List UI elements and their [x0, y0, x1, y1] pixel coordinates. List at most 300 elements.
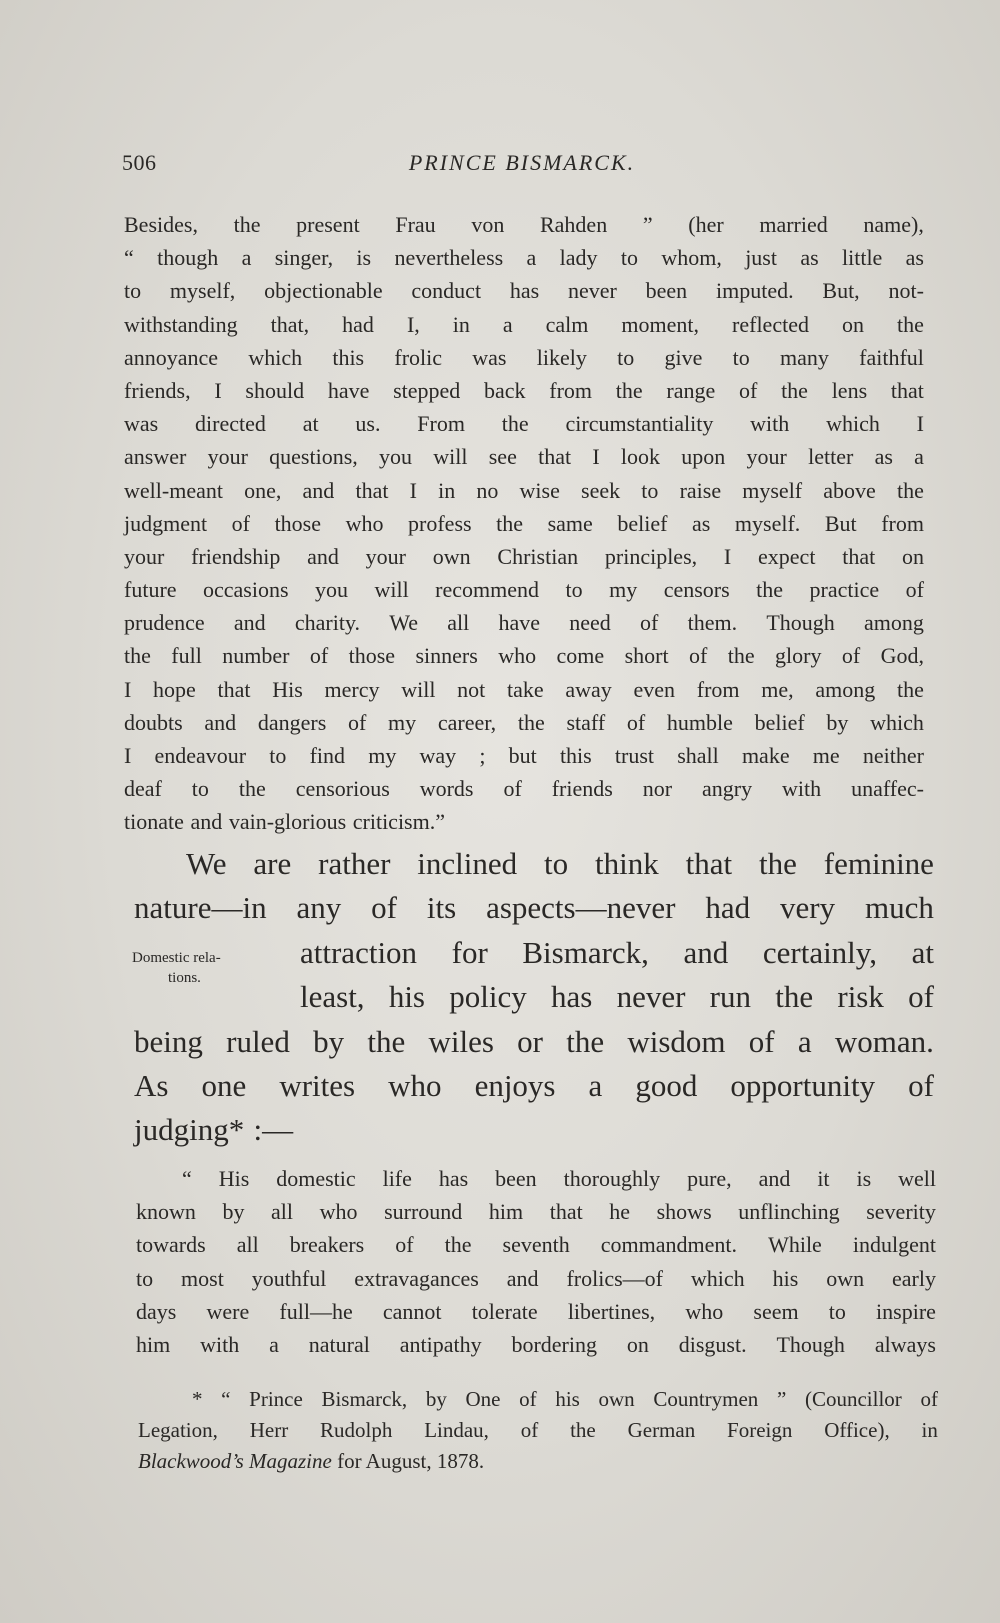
- word: Rudolph: [320, 1418, 393, 1442]
- word: days: [136, 1298, 177, 1324]
- word: life: [382, 1166, 412, 1191]
- word: from: [549, 377, 593, 403]
- word: enjoys: [474, 1067, 556, 1103]
- text-line: [124, 274, 924, 307]
- word: His: [272, 676, 303, 702]
- word: back: [484, 377, 526, 403]
- word: Prince: [249, 1387, 303, 1411]
- word: certainly,: [762, 934, 878, 970]
- word: on: [841, 311, 864, 337]
- word: find: [309, 743, 346, 768]
- word: all: [271, 1199, 294, 1225]
- word: moment,: [621, 311, 700, 337]
- word: surround: [384, 1199, 463, 1225]
- word: myself,: [169, 278, 236, 304]
- word: shall: [677, 743, 719, 768]
- word: risk: [837, 979, 884, 1015]
- text-line: [136, 1228, 936, 1261]
- word: even: [633, 676, 676, 702]
- word: thoroughly: [563, 1166, 661, 1191]
- word: who: [345, 510, 384, 536]
- word: hope: [153, 676, 196, 702]
- word: neither: [862, 743, 924, 768]
- word: We: [186, 846, 227, 881]
- word: I: [124, 676, 132, 702]
- marginal-note-line: tions.: [168, 970, 201, 986]
- word: the: [775, 979, 814, 1015]
- marginal-note-line: Domestic rela-: [132, 950, 221, 966]
- word: tionate: [124, 809, 184, 835]
- word: unflinching: [738, 1199, 840, 1225]
- word: imputed.: [715, 278, 794, 304]
- footnote-line: [138, 1384, 938, 1415]
- word: to: [641, 477, 659, 503]
- word: to: [191, 776, 209, 802]
- word: the: [238, 776, 266, 802]
- word: us.: [355, 411, 381, 437]
- word: your: [124, 543, 165, 569]
- word: dangers: [257, 709, 327, 735]
- word: number: [222, 643, 290, 669]
- letter-quotation: [124, 208, 924, 839]
- text-line: [124, 341, 924, 374]
- word: I: [124, 743, 132, 768]
- word: natural: [308, 1331, 370, 1357]
- word: of: [395, 1232, 414, 1258]
- word: towards: [136, 1232, 206, 1258]
- word: and: [190, 809, 223, 835]
- word: by: [826, 709, 849, 735]
- word: Rahden: [539, 212, 608, 237]
- word: above: [823, 477, 876, 503]
- word: which: [248, 344, 303, 370]
- word: censors: [663, 577, 730, 603]
- word: Office),: [824, 1418, 890, 1442]
- word: them.: [687, 610, 738, 636]
- word: to: [617, 344, 635, 370]
- word: writes: [279, 1067, 356, 1103]
- word: of: [640, 610, 659, 636]
- word: von: [471, 212, 505, 237]
- word: with: [750, 411, 790, 437]
- word: extravagances: [354, 1265, 479, 1291]
- word: opportunity: [730, 1067, 876, 1103]
- word: will: [374, 577, 409, 603]
- word: its: [426, 890, 457, 926]
- word: very: [780, 890, 836, 926]
- word: make: [741, 743, 790, 768]
- word: it: [817, 1166, 830, 1191]
- word: of: [231, 510, 250, 536]
- word: for: [451, 934, 488, 970]
- word: in: [921, 1418, 938, 1442]
- word: domestic: [276, 1166, 356, 1191]
- word: been: [645, 278, 688, 304]
- word: Though: [766, 610, 835, 636]
- word: which: [690, 1265, 745, 1291]
- word: one: [201, 1067, 247, 1103]
- word: angry: [702, 776, 753, 802]
- word: censorious: [295, 776, 390, 802]
- word: a: [797, 1023, 812, 1059]
- word: least,: [300, 979, 365, 1015]
- word: of: [920, 1387, 938, 1411]
- word: as: [905, 245, 924, 271]
- word: Countrymen: [653, 1387, 759, 1411]
- word: of: [688, 643, 708, 669]
- word: the: [124, 643, 151, 669]
- word: singer,: [274, 245, 334, 271]
- word: a: [914, 444, 924, 470]
- word: which: [826, 411, 880, 437]
- word: While: [768, 1232, 822, 1258]
- word: and: [307, 543, 339, 569]
- word: to: [544, 846, 569, 881]
- word: just: [745, 245, 777, 271]
- word: expect: [758, 543, 816, 569]
- text-line: [124, 407, 924, 440]
- word: early: [892, 1265, 936, 1291]
- word: you: [315, 577, 348, 603]
- word: being: [134, 1023, 203, 1059]
- word: well: [898, 1166, 936, 1191]
- word: to: [565, 577, 583, 603]
- word: at: [302, 411, 319, 437]
- word: own: [826, 1265, 865, 1291]
- word: and: [758, 1166, 791, 1191]
- word: antipathy: [399, 1331, 482, 1357]
- word: rather: [318, 846, 391, 881]
- word: own: [598, 1387, 635, 1411]
- word: should: [245, 377, 305, 403]
- word: the: [496, 510, 524, 536]
- word: to: [136, 1265, 154, 1291]
- word: circumstantiality: [565, 411, 714, 437]
- word: that: [685, 846, 733, 881]
- word: the: [896, 676, 924, 702]
- word: all: [236, 1232, 259, 1258]
- word: of: [503, 776, 522, 802]
- word: as: [874, 444, 893, 470]
- main-paragraph: [134, 842, 934, 1153]
- word: by: [425, 1387, 447, 1411]
- word: to: [732, 344, 750, 370]
- word: the: [896, 477, 924, 503]
- word: a: [526, 245, 537, 271]
- word: His: [218, 1166, 250, 1191]
- word: friends: [551, 776, 613, 802]
- word: friends,: [124, 377, 191, 403]
- word: with: [200, 1331, 240, 1357]
- word: cannot: [382, 1298, 442, 1324]
- word: ;: [479, 743, 486, 768]
- word: God,: [880, 643, 924, 669]
- word: of: [519, 1387, 537, 1411]
- word: a: [269, 1331, 279, 1357]
- word: belief: [617, 510, 668, 536]
- footnote-line: [138, 1446, 938, 1477]
- word: and: [506, 1265, 539, 1291]
- word: lens: [831, 377, 868, 403]
- word: objectionable: [264, 278, 383, 304]
- word: sinners: [415, 643, 478, 669]
- word: frolics—of: [566, 1265, 663, 1291]
- word: stepped: [393, 377, 461, 403]
- word: among: [864, 610, 924, 636]
- word: has: [438, 1166, 469, 1191]
- word: take: [507, 676, 544, 702]
- word: inclined: [417, 846, 518, 881]
- word: that,: [270, 311, 310, 337]
- word: upon: [681, 444, 726, 470]
- word: that: [538, 444, 572, 470]
- word: I: [916, 411, 924, 437]
- word: woman.: [834, 1023, 934, 1059]
- word: “: [124, 245, 134, 271]
- word: of: [841, 643, 861, 669]
- word: German: [627, 1418, 696, 1442]
- word: good: [635, 1067, 698, 1103]
- word: think: [595, 846, 659, 881]
- word: likely: [536, 344, 587, 370]
- word: many: [780, 344, 829, 370]
- word: and: [204, 709, 237, 735]
- word: not: [457, 676, 486, 702]
- word: look: [620, 444, 661, 470]
- word: myself.: [734, 510, 801, 536]
- word: his: [388, 979, 425, 1015]
- word: withstanding: [124, 311, 238, 337]
- word: nor: [642, 776, 673, 802]
- word: any: [296, 890, 342, 926]
- word: will: [433, 444, 468, 470]
- text-line: [124, 507, 924, 540]
- text-line: [124, 639, 924, 672]
- word: the: [444, 1232, 472, 1258]
- word: him: [136, 1331, 171, 1357]
- word: ”: [776, 1387, 787, 1411]
- word: I: [214, 377, 222, 403]
- word: of: [371, 890, 397, 926]
- word: disgust.: [678, 1331, 747, 1357]
- word: of: [347, 709, 367, 735]
- word: much: [865, 890, 934, 926]
- word: conduct: [411, 278, 482, 304]
- word: unaffec-: [851, 776, 924, 802]
- text-line: [134, 886, 934, 930]
- word: married: [759, 212, 828, 237]
- word: belief: [754, 709, 805, 735]
- text-line: [124, 374, 924, 407]
- word: that: [355, 477, 389, 503]
- word: But,: [822, 278, 860, 304]
- word: him: [488, 1199, 524, 1225]
- word: give: [664, 344, 703, 370]
- word: Herr: [249, 1418, 289, 1442]
- word: to: [828, 1298, 846, 1324]
- word: had: [342, 311, 374, 337]
- word: of: [905, 577, 924, 603]
- word: your: [746, 444, 787, 470]
- word: aspects—never: [486, 890, 676, 926]
- word: Bismarck,: [522, 934, 649, 970]
- word: see: [488, 444, 517, 470]
- word: of: [908, 1067, 934, 1103]
- word: that: [890, 377, 924, 403]
- word: inspire: [876, 1298, 936, 1324]
- word: of: [739, 377, 758, 403]
- word: raise: [679, 477, 722, 503]
- text-line: [134, 1064, 934, 1108]
- word: ruled: [226, 1023, 290, 1059]
- word: endeavour: [154, 743, 247, 768]
- word: at: [911, 934, 934, 970]
- marginal-note: [132, 948, 272, 988]
- word: by: [222, 1199, 245, 1225]
- word: Christian: [497, 543, 579, 569]
- word: “: [182, 1166, 192, 1191]
- text-line: [136, 1328, 936, 1361]
- word: with: [782, 776, 822, 802]
- word: breakers: [289, 1232, 365, 1258]
- word: libertines,: [567, 1298, 656, 1324]
- text-line: [124, 540, 924, 573]
- word: faithful: [859, 344, 924, 370]
- word: a: [588, 1067, 603, 1103]
- word: wiles: [428, 1023, 494, 1059]
- word: a: [502, 311, 513, 337]
- word: your: [365, 543, 406, 569]
- word: myself: [742, 477, 803, 503]
- word: from: [881, 510, 924, 536]
- word: run: [709, 979, 751, 1015]
- domestic-life-quotation: [136, 1162, 936, 1361]
- word: calm: [545, 311, 589, 337]
- word: those: [274, 510, 322, 536]
- word: which: [870, 709, 924, 735]
- word: by: [313, 1023, 345, 1059]
- word: tolerate: [471, 1298, 538, 1324]
- word: in: [438, 477, 456, 503]
- word: As: [134, 1067, 169, 1103]
- word: same: [547, 510, 593, 536]
- word: you: [379, 444, 413, 470]
- word: on: [902, 543, 924, 569]
- word: :—: [253, 1112, 294, 1148]
- word: never: [616, 979, 686, 1015]
- word: friendship: [191, 543, 281, 569]
- text-line: [134, 1108, 934, 1152]
- word: future: [124, 577, 177, 603]
- text-line: [124, 308, 924, 341]
- word: on: [626, 1331, 649, 1357]
- word: and: [302, 477, 335, 503]
- word: career,: [437, 709, 497, 735]
- word: youthful: [251, 1265, 327, 1291]
- word: trust: [614, 743, 655, 768]
- word: this: [559, 743, 592, 768]
- word: wisdom: [627, 1023, 726, 1059]
- word: who: [388, 1067, 442, 1103]
- word: lady: [559, 245, 598, 271]
- text-line: [124, 805, 924, 838]
- word: though: [157, 245, 219, 271]
- word: has: [509, 278, 540, 304]
- word: he: [609, 1199, 631, 1225]
- word: this: [332, 344, 365, 370]
- word: Bismarck,: [321, 1387, 408, 1411]
- word: a: [241, 245, 252, 271]
- word: is: [856, 1166, 872, 1191]
- word: the: [233, 212, 261, 237]
- word: nevertheless: [394, 245, 504, 271]
- word: commandment.: [600, 1232, 738, 1258]
- word: the: [756, 577, 784, 603]
- word: to: [124, 278, 142, 304]
- word: of: [626, 709, 646, 735]
- word: judgment: [124, 510, 208, 536]
- page-number: 506: [122, 150, 157, 175]
- word: come: [556, 643, 605, 669]
- word: has: [551, 979, 593, 1015]
- word: the: [517, 709, 545, 735]
- word: that: [217, 676, 251, 702]
- word: the: [781, 377, 808, 403]
- word: the: [566, 1023, 605, 1059]
- word: “: [221, 1387, 231, 1411]
- word: words: [419, 776, 474, 802]
- word: away: [565, 676, 612, 702]
- footnote-line: [138, 1415, 938, 1446]
- word: reflected: [732, 311, 809, 337]
- word: frolic: [394, 344, 443, 370]
- word: One: [465, 1387, 501, 1411]
- word: one,: [244, 477, 282, 503]
- word: seem: [753, 1298, 799, 1324]
- word: full: [171, 643, 202, 669]
- word: glory: [775, 643, 822, 669]
- word: me: [812, 743, 840, 768]
- word: your: [207, 444, 248, 470]
- word: annoyance: [124, 344, 219, 370]
- footnote-date: for August, 1878.: [331, 1449, 485, 1473]
- word: well-meant: [124, 477, 223, 503]
- word: policy: [449, 979, 527, 1015]
- word: not-: [888, 278, 924, 304]
- word: Though: [776, 1331, 845, 1357]
- footnote: [138, 1384, 938, 1477]
- word: who: [685, 1298, 724, 1324]
- word: my: [368, 743, 397, 768]
- word: range: [666, 377, 716, 403]
- word: I: [592, 444, 600, 470]
- word: From: [417, 411, 465, 437]
- word: Legation,: [138, 1418, 218, 1442]
- word: present: [296, 212, 360, 237]
- word: among: [815, 676, 876, 702]
- word: seek: [581, 477, 621, 503]
- word: principles,: [604, 543, 698, 569]
- word: occasions: [203, 577, 289, 603]
- word: humble: [666, 709, 733, 735]
- word: the: [501, 411, 529, 437]
- word: the: [615, 377, 643, 403]
- word: was: [472, 344, 507, 370]
- word: who: [319, 1199, 358, 1225]
- word: mercy: [324, 676, 380, 702]
- word: me,: [761, 676, 794, 702]
- word: never: [568, 278, 617, 304]
